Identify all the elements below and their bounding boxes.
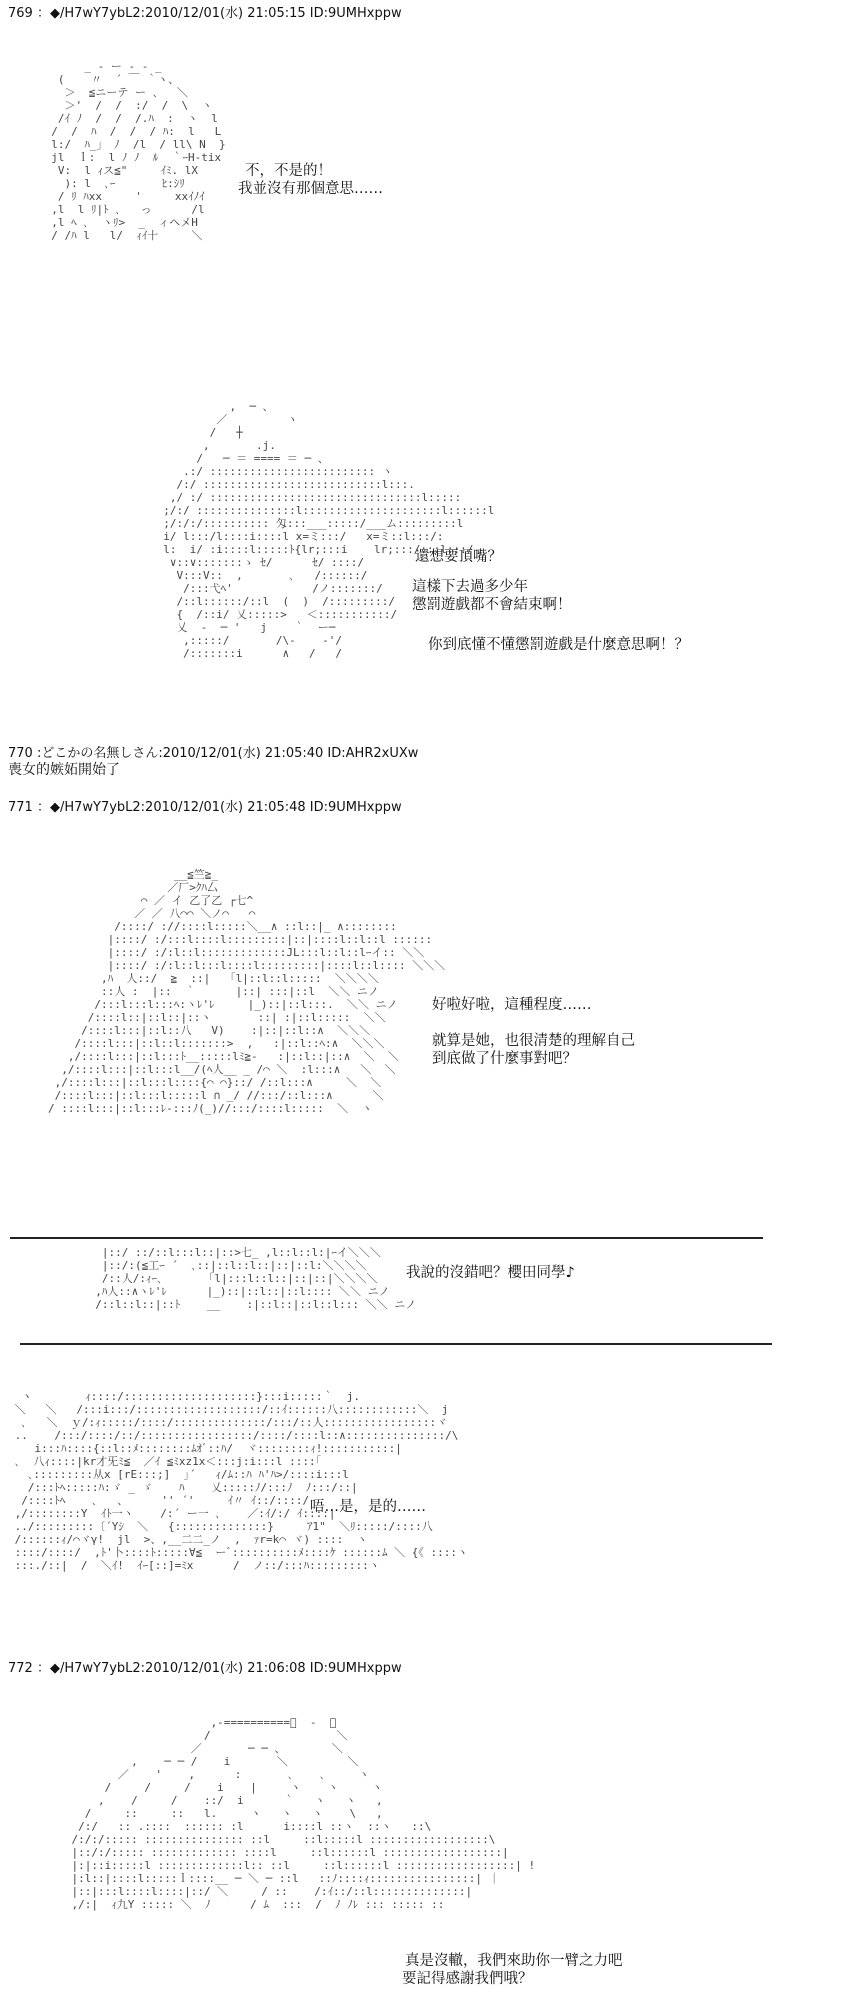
speech-line: 要記得感謝我們哦？ [402,1971,533,1987]
ascii-art-character: |::/ ::/::l:::l::|::>七_ ,l::l::l:|ｰイ＼＼＼ |::/:(≦工ｰ ´ ､::|::l::l::|::|::l:＼＼＼＼ /::人/:ｨｰ､ ｢l|:::l::l::|::|::|＼＼＼＼ ,ﾊ人::∧ヽﾚ'ﾚ |_)::|::l::|::l:::: ＼＼ ニノ /::l::l::|::ﾄ __ :|::l::|::l::l::: ＼＼ ニノ [95,1246,417,1311]
speech-line: 就算是她，也很清楚的理解自己 [432,1033,635,1049]
ascii-art-character: , ─ 、 ／ ヽ / ┼ , .j. / ─ ＝ ==== ＝ ─ 、 .:/ ::::::::::::::::::::::::: ヽ /:/ :::::::::::::::::::::::::::l:::. ,/ :/ ::::::::::::::::::::::::::::::::l::::: ;/:/ :::::::::::::::l:::::::::::::::::::::l::::::l ;/:/:/:::::::::: 匁:::___:::::/___ム:::::::::l i/ l:::/l::::i::::l x=ミ:::/ x=ミ::l:::/: l: i/ :i::::l:::::ﾄ{lr;:::i lr;:::/:::l:::/ ∨::∨:::::::ゝ ｾ/ ｾ/ ::::/ V:::V:: , ､ /::::::/ /:::弋ﾍ' /ノ:::::::/ /::l::::::/::l ( ) /:::::::::/ { /::i/ 乂:::::> ＜:::::::::::/ 乂 - ─ ' j ｀ ー─ ,:::::/ /\- -'/ /:::::::i ∧ / / [163,400,495,660]
speech-line: 懲罰遊戲都不會結束啊！ [412,597,572,613]
post-header: 772 ：◆/H7wY7ybL2:2010/12/01(水) 21:06:08 ID:9UMHxppw [8,1661,402,1676]
speech-line: 好啦好啦，這種程度…… [432,997,592,1013]
speech-line: 我並沒有那個意思…… [238,181,383,197]
speech-line: 這樣下去過多少年 [412,579,528,595]
speech-line: 唔…是，是的…… [310,1499,426,1515]
post-header: 769 ：◆/H7wY7ybL2:2010/12/01(水) 21:05:15 ID:9UMHxppw [8,6,402,21]
speech-line: 不，不是的！ [245,163,332,179]
ascii-art-character: _ ‐ ー ‐ ‐ _ ( 〃 ´ ￣ ｀ヽ、 ＞ ≦ニーテ ー 、 ＼ ＞' / / :/ / \ ヽ /ｲ ﾉ / / /.ﾊ : ヽ l / / ﾊ / / / ﾊ: l L l:/ ﾊ_」 ﾉ /l / ll\ N } jl ｌ: l ﾉ ﾉ ﾙ ｀ｰH-tix V: l ｨス≦" ｲﾐ. lX ): l ､ｰ ﾋ:ｼﾘ / ﾘ ﾊxx ' xxｲﾉｲ ,l l ﾘ|ﾄ ､ っ /l ,l ﾍ ､ ヽﾘ> _ ィヘメH / /ﾊ l l/ ｨｲ十 ＼ [51,60,226,242]
ascii-art-character: ,-==========ﾞ - ､ / ＼ ／ ─ ─ 、 ＼ , ─ ─ / i ＼ ＼ ／ ' , : ､ ､ ヽ / / / i | ヽ ヽ ヽ , / / ::/ i ｀ ヽ ヽ , / :: :: l. ヽ ヽ ヽ \ , /:/ :: .:::: :::::: :l i::::l ::ヽ ::ヽ ::\ /:/:/::::: ::::::::::::::: ::l ::l:::::l ::::::::::::::::::\ |::/:/::::: ::::::::::::: ::::l ::l::::::l ::::::::::::::::::| |:|::i:::::l :::::::::::::l:: ::l ::l::::::l ::::::::::::::::::| ! |:l::|::::l:::::ｌ::::__ ─ ＼ ─ ::l ::ﾉ::::ｨ::::::::::::::::| ｜ |::|:::l::::l::::|::/ ＼ / :: /:ｲ::/::l::::::::::::::| ,/:| ｨ九Y ::::: ＼ ﾉ / ﾑ ::: / ﾉ ﾉﾚ ::: ::::: :: [71,1716,536,1911]
panel-divider-bottom [20,1343,772,1345]
ascii-art-character: ヽ ｨ::::/::::::::::::::::::::}:::i:::::｀ j. ＼ ＼ /:::i:::/:::::::::::::::::::/::ｲ::::::八::::::::::::＼ j ､ ＼ ｙ/:ｨ:::::/::::/::::::::::::::/:::/::人:::::::::::::::::ヾ .. /:::/::::/::/:::::::::::::::::/::::/::::l::∧:::::::::::::::/\ i:::ﾊ::::{::l::ﾒ::::::::ﾑｵﾞ::ﾊ/ ヾ::::::::ｨ!:::::::::::| ､ 八ｨ::::|kr才旡ﾐ≦ ／ｲ ≦ﾐxz1x＜:::j:i:::l ::::｢ ､:::::::::从x [rE:::;] ｣´ ｨ/ﾑ::ﾊ ﾊ'ﾊ>/::::i:::l /:::ﾄﾍ:::::ﾊ:ゞ _ ゞ ﾊ 乂:::::ﾉ/:::ﾉ ﾉ:::/::| /::::ﾄﾍ ､ 、 '' ´' ｲ〃 ｲ::/::::/ ,/::::::::Y ｲﾄ一ヽ /:´ ー一 ､ ／:ｲ/:/ ｲ::::| ../:::::::::〔´Yｼ ＼ {::::::::::::::} ｱ1" ＼ﾘ:::::/::::八 /::::::ｨ/⌒ヾγ! jl >、,__二二_ノ , ｧr=k⌒ ヾ) :::: ヽ ::::/::::/ ,ﾄ'卜::::ﾄ:::::∀≦ ーﾞ::::::::::ﾒ::::ｹ ::::::ﾑ ＼ {《 ::::ヽ :::./::| / ＼ｲ! ｲｰ[::]=ﾐx / ノ::/:::ﾊ:::::::::ヽ [14,1390,468,1572]
speech-line: 到底做了什麼事對吧？ [432,1051,577,1067]
post-header: 770 :どこかの名無しさん:2010/12/01(水) 21:05:40 ID:AHR2xUXw [8,746,419,761]
speech-line: 你到底懂不懂懲罰遊戲是什麼意思啊！？ [428,637,689,653]
speech-line: 還想要頂嘴？ [415,549,502,565]
post-body: 喪女的嫉妬開始了 [8,762,120,778]
speech-line: 我說的沒錯吧？櫻田同學♪ [406,1265,575,1281]
panel-divider-top [10,1237,763,1239]
ascii-art-character: __≦竺≧_ ／厂>ｸﾊ厶 ⌒ ／ イ 乙了乙 ┌七^ ／ ／ 八⌒⌒ ＼ノ⌒ ⌒ /::::/ ://::::l:::::＼__∧ ::l::|_ ∧:::::::: |::::/ :/:::l::::l:::::::::|::|::::l::l::l :::::: |::::/ :/:l::l:::::::::::::JL:::l::l::lｰイ:: ＼＼ |::::/ :/:l::l:::l::::l:::::::::|::::l::l:::: ＼＼＼ ,ﾊ 人::/ ≧ ::| ｢l|::l::l::::: ＼＼＼＼ ::人 : |:: ｀ |::| :::|::l ＼＼ ニノ /:::l:::l:::ﾍ:ヽﾚ'ﾚ |_)::|::l:::. ＼＼ ニノ /::::l::|::l::|::ヽ ::| :|::l::::: ＼＼ /::::l:::|::l::八 V) :|::|::l::∧ ＼＼＼ /::::l:::|::l::l:::::::> , :|::l::ﾍ:∧ ＼＼＼ ,/::::l:::|::l:::ﾄ__:::::lﾐ≧- :|::l::|::∧ ＼ ＼ ,/::::l:::|::l:::l__/(ﾍ人__ _ /⌒ ＼ :l:::∧ ＼ ＼ ,/::::l:::|::l:::l::::{⌒ ⌒}::/ /::l:::∧ ＼ ＼ /::::l:::|::l:::l:::::l ∩ _/ //:::/::l:::∧ ＼ / ::::l:::|::l:::ﾚ-:::ﾉ(_)//:::/::::l::::: ＼ ヽ [48,868,446,1115]
post-header: 771 ：◆/H7wY7ybL2:2010/12/01(水) 21:05:48 ID:9UMHxppw [8,800,402,815]
speech-line: 真是沒轍，我們來助你一臂之力吧 [405,1953,623,1969]
